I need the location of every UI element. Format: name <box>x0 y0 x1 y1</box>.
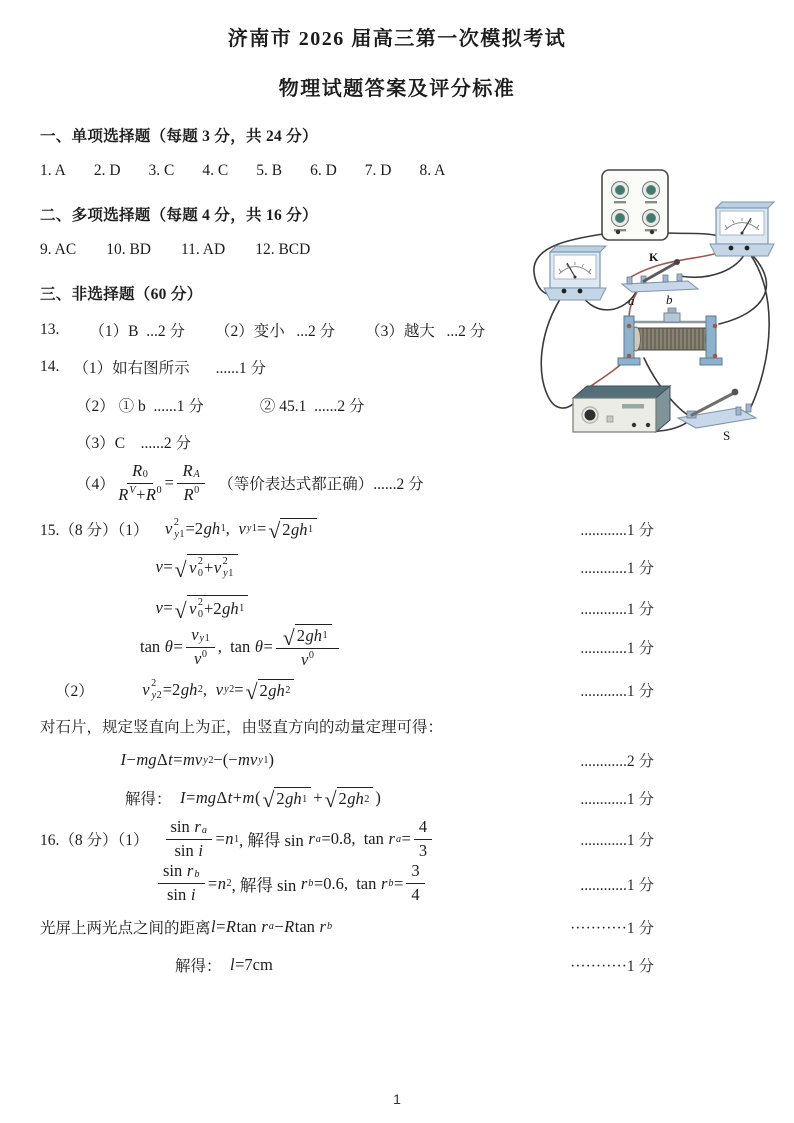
question-14-row4 <box>40 461 754 505</box>
terminal <box>729 246 734 251</box>
terminal <box>745 246 750 251</box>
math-formula: R $_0$ R $^V$ + R $^0$ = R $_A$ R $^0$ <box>115 461 209 505</box>
score-label: ............1 分 <box>580 640 654 658</box>
math-formula: tan θ = v $_{y 1}$ v $^0$ , tan θ = √ 2 gh 1 v $^0$ <box>140 624 342 670</box>
score-label: ............1 分 <box>580 521 654 539</box>
section3-heading: 三、非选择题（60 分） <box>40 286 203 303</box>
question-16-row1 <box>40 817 754 861</box>
math-formula: v 2 y2 =2 gh 2 , v y2 = √ 2 gh 2 <box>142 678 297 701</box>
power-supply <box>573 386 670 432</box>
answer-item: 3. C <box>148 162 175 179</box>
answer-item: 10. BD <box>106 241 151 258</box>
score-label: ............1 分 <box>580 600 654 618</box>
question-15-row4 <box>40 624 754 670</box>
question-15-row8 <box>40 787 754 813</box>
terminal <box>578 289 583 294</box>
rheostat <box>618 308 722 365</box>
label-s: S <box>723 428 731 443</box>
equivalence-note: （等价表达式都正确）......2 分 <box>218 476 424 494</box>
wire <box>719 250 766 324</box>
terminal <box>562 289 567 294</box>
math-formula: I = mg Δ t + m ( √ 2 gh 1 + √ 2 gh 2 ) <box>180 788 381 813</box>
section1-heading: 一、单项选择题（每题 3 分，共 24 分） <box>40 128 318 145</box>
wire <box>541 293 573 408</box>
answer-item: 5. B <box>256 162 283 179</box>
math-formula: v = √ v 2 0 + v 2 y1 <box>155 554 240 579</box>
resistance-box <box>602 170 668 240</box>
part-number: （4） <box>76 476 115 494</box>
math-formula: I − mg Δ t = mv y2 −(− mv y1 ) <box>120 750 274 770</box>
question-number: 14. <box>40 358 60 375</box>
answer-item: 8. A <box>419 162 446 179</box>
part-number: （2） <box>55 682 94 700</box>
slider <box>664 313 680 322</box>
answer-part: （2） ① b ......1 分 <box>76 398 204 415</box>
question-16-row4 <box>40 954 754 976</box>
math-formula: v 2 y1 =2 gh 1 , v y1 = √ 2 gh 1 <box>165 517 320 540</box>
answer-item: 12. BCD <box>255 241 311 258</box>
voltmeter <box>544 246 606 300</box>
math-formula: sin r $_b$ sin i = n 2 , 解得 sin r b =0.6, tan r b = 3 4 <box>155 861 428 905</box>
answer-item: 7. D <box>364 162 392 179</box>
question-15-row1 <box>40 517 754 543</box>
coil-body <box>636 328 710 350</box>
answer-part: （3）C ......2 分 <box>76 435 191 452</box>
circuit-diagram <box>530 160 794 462</box>
terminal <box>616 230 620 234</box>
question-label: 15.（8 分）（1） <box>40 521 149 539</box>
question-15-row5 <box>40 678 754 704</box>
doc-subtitle: 物理试题答案及评分标准 <box>278 78 516 100</box>
answer-part: （1）B ...2 分 <box>89 323 185 340</box>
answer-text: （1）如右图所示 <box>73 360 190 377</box>
page-number: 1 <box>393 1091 401 1107</box>
answer-item: 1. A <box>40 162 66 179</box>
score-label: ···········1 分 <box>570 919 654 937</box>
math-formula: l = R tan r a − R tan r b <box>211 916 333 936</box>
label-k: K <box>649 250 659 264</box>
question-label: 16.（8 分）（1） <box>40 832 149 850</box>
answer-item: 6. D <box>310 162 337 179</box>
answer-item: 2. D <box>93 162 121 179</box>
math-formula: v = √ v 2 0 +2 gh 1 <box>155 595 250 620</box>
score-label: ............1 分 <box>580 876 654 894</box>
terminal <box>632 423 636 427</box>
question-15-row2 <box>40 554 754 583</box>
doc-title: 济南市 2026 届高三第一次模拟考试 <box>227 28 567 50</box>
question-15-row7 <box>40 749 754 771</box>
explanation-text: 光屏上两光点之间的距离 <box>40 919 211 937</box>
score-label: ............1 分 <box>580 682 654 700</box>
math-formula: l =7cm <box>230 954 273 974</box>
label-a: a <box>628 293 635 308</box>
answer-part: （2）变小 ...2 分 <box>214 323 336 340</box>
score-label: ···········1 分 <box>570 957 654 975</box>
question-15-row3 <box>40 595 754 623</box>
score-label: ............1 分 <box>580 559 654 577</box>
math-formula: sin r $_a$ sin i = n 1 , 解得 sin r a =0.8, tan r a = 4 3 <box>163 817 436 861</box>
score-label: ......1 分 <box>215 360 267 377</box>
ammeter <box>710 202 774 256</box>
wire <box>747 250 769 409</box>
section2-heading: 二、多项选择题（每题 4 分，共 16 分） <box>40 207 318 224</box>
switch-s <box>678 389 756 443</box>
score-label: ............2 分 <box>580 753 654 771</box>
score-label: ............1 分 <box>580 832 654 850</box>
question-16-row2 <box>40 861 754 905</box>
solve-label: 解得： <box>175 957 222 975</box>
label-b: b <box>666 292 673 307</box>
question-15-row6 <box>40 715 754 737</box>
panel-label <box>622 404 644 409</box>
solve-label: 解得： <box>125 791 172 809</box>
question-number: 13. <box>40 321 60 338</box>
answer-item: 9. AC <box>40 241 77 258</box>
answer-item: 11. AD <box>180 241 226 258</box>
score-label: ............1 分 <box>580 791 654 809</box>
explanation-text: 对石片，规定竖直向上为正，由竖直方向的动量定理可得： <box>40 719 444 737</box>
answer-part: （3）越大 ...2 分 <box>365 323 486 340</box>
terminal <box>646 423 650 427</box>
terminal <box>650 230 654 234</box>
lever-knob <box>674 259 680 265</box>
answer-item: 4. C <box>202 162 229 179</box>
lever-knob <box>732 389 739 396</box>
question-16-row3 <box>40 916 754 938</box>
answer-part: ② 45.1 ......2 分 <box>259 398 365 415</box>
